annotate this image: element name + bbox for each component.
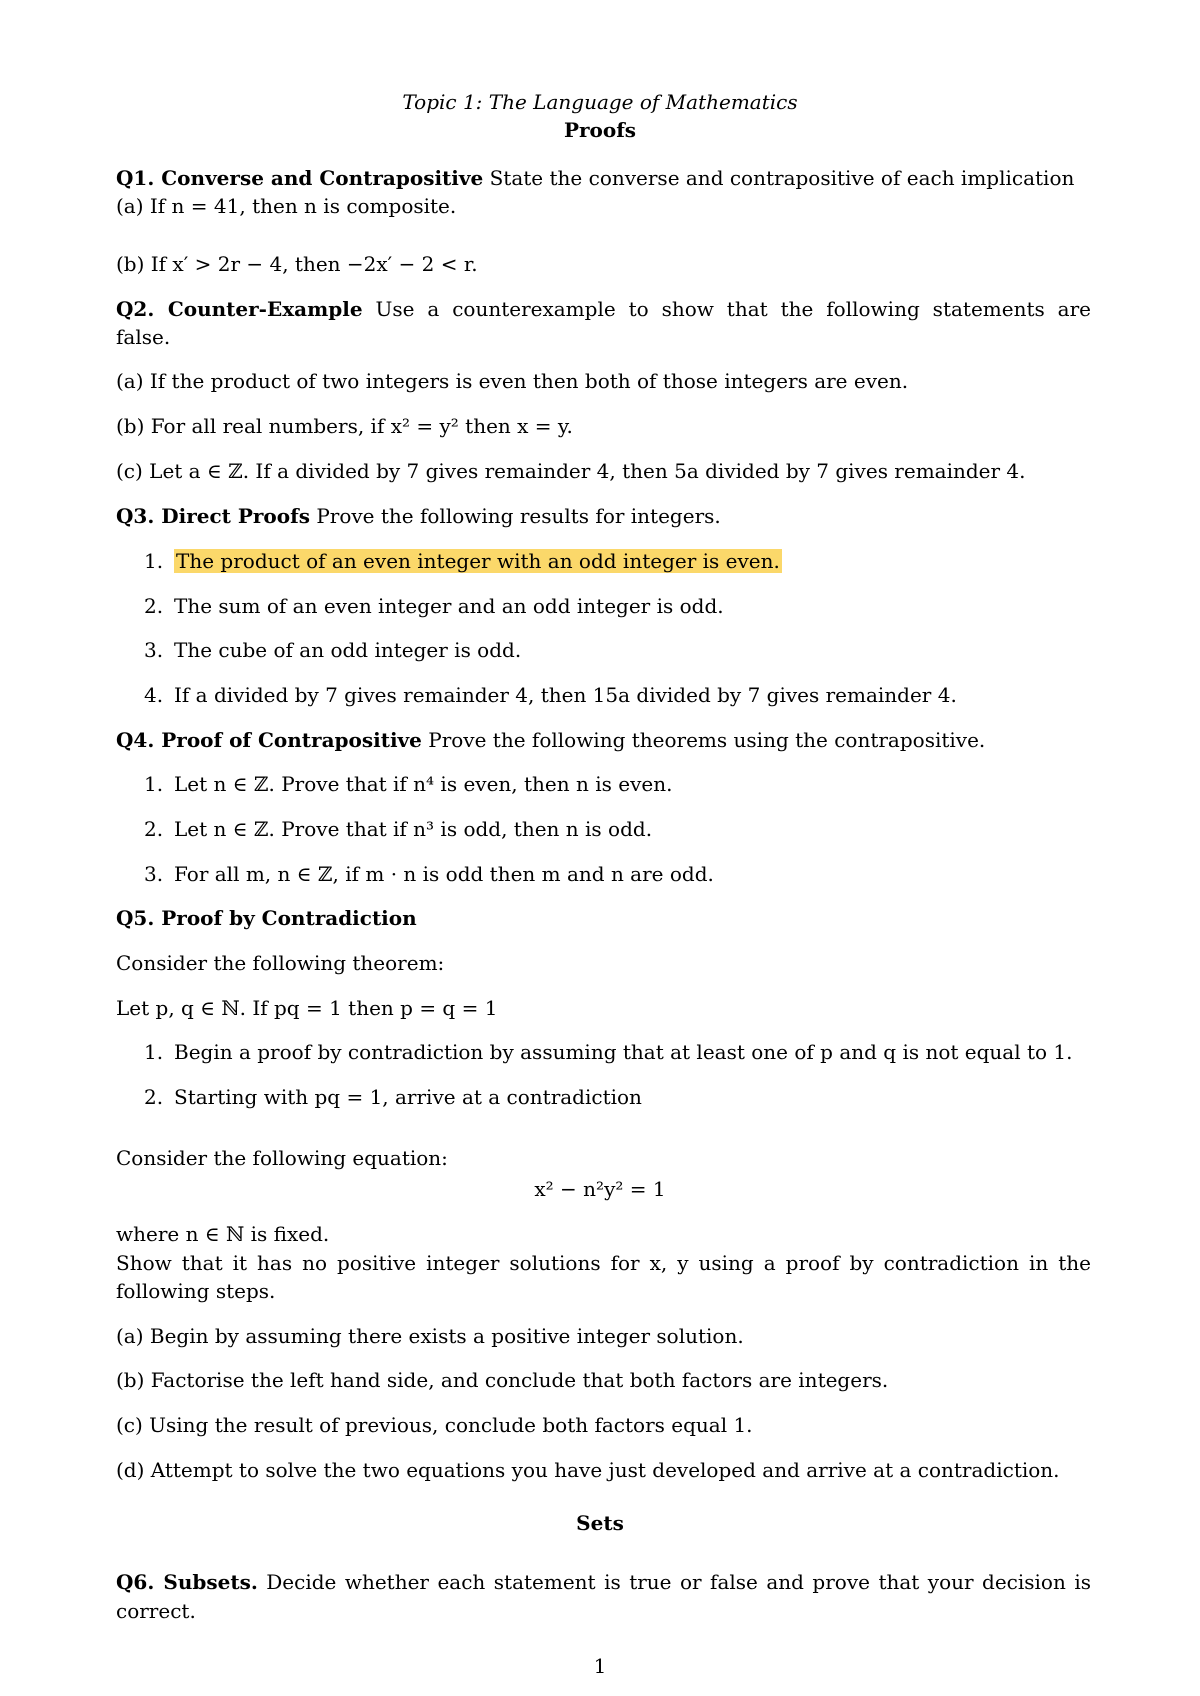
q5-item-2 <box>144 1083 642 1111</box>
q1-item-b: (b) If x′ > 2r − 4, then −2x′ − 2 < r. <box>116 252 478 276</box>
q4-header <box>116 726 985 754</box>
q1-header <box>116 164 1074 192</box>
list-number: 2. <box>144 1085 164 1109</box>
q5-step-b: (b) Factorise the left hand side, and conclude that both factors are integers. <box>116 1368 889 1392</box>
q2-item-a: (a) If the product of two integers is even then both of those integers are even. <box>116 369 909 393</box>
list-number: 1. <box>144 772 164 796</box>
q6-text: Decide whether each statement is true or false and prove that your decision is <box>257 1570 1091 1594</box>
q5-where: where n ∈ ℕ is fixed. <box>116 1222 330 1246</box>
list-item-text: The sum of an even integer and an odd integer is odd. <box>174 594 724 618</box>
q2-item-c: (c) Let a ∈ ℤ. If a divided by 7 gives remainder 4, then 5a divided by 7 gives remainder 4. <box>116 459 1026 483</box>
q1-title: Q1. Converse and Contrapositive <box>116 166 484 190</box>
sets-heading: Sets <box>576 1511 624 1535</box>
q5-consider-equation: Consider the following equation: <box>116 1146 448 1170</box>
q2-text-cont: false. <box>116 325 171 349</box>
q5-title: Q5. Proof by Contradiction <box>116 906 417 930</box>
list-number: 3. <box>144 862 164 886</box>
q5-step-d: (d) Attempt to solve the two equations you have just developed and arrive at a contradiction. <box>116 1458 1060 1482</box>
topic-title: Topic 1: The Language of Mathematics <box>402 90 798 114</box>
q3-text: Prove the following results for integers. <box>309 504 721 528</box>
q3-header <box>116 502 721 530</box>
list-number: 1. <box>144 1040 164 1064</box>
q6-header <box>116 1568 1091 1596</box>
list-number: 2. <box>144 594 164 618</box>
q3-item-4 <box>144 681 957 709</box>
q5-equation: x² − n²y² = 1 <box>534 1177 666 1201</box>
q5-step-a: (a) Begin by assuming there exists a positive integer solution. <box>116 1324 744 1348</box>
list-item-text: The cube of an odd integer is odd. <box>174 638 522 662</box>
list-number: 3. <box>144 638 164 662</box>
q4-text: Prove the following theorems using the contrapositive. <box>421 728 986 752</box>
q1-text: State the converse and contrapositive of each implication <box>483 166 1075 190</box>
q3-title: Q3. Direct Proofs <box>116 504 310 528</box>
list-number: 1. <box>144 549 164 573</box>
list-item-text: If a divided by 7 gives remainder 4, then 15a divided by 7 gives remainder 4. <box>174 683 957 707</box>
q6-text-cont: correct. <box>116 1599 196 1623</box>
q2-item-b: (b) For all real numbers, if x² = y² then x = y. <box>116 414 573 438</box>
q3-item-3 <box>144 636 521 664</box>
list-number: 2. <box>144 817 164 841</box>
q5-show: Show that it has no positive integer solutions for x, y using a proof by contradiction in the <box>116 1251 1091 1275</box>
q2-header <box>116 295 1091 323</box>
q5-consider: Consider the following theorem: <box>116 951 445 975</box>
list-number: 4. <box>144 683 164 707</box>
list-item-text: For all m, n ∈ ℤ, if m · n is odd then m and n are odd. <box>174 862 714 886</box>
q4-item-1 <box>144 770 672 798</box>
list-item-text: Let n ∈ ℤ. Prove that if n⁴ is even, then n is even. <box>174 772 673 796</box>
list-item-text: Let n ∈ ℤ. Prove that if n³ is odd, then n is odd. <box>174 817 653 841</box>
q4-item-3 <box>144 860 714 888</box>
q4-item-2 <box>144 815 652 843</box>
page-number: 1 <box>593 1654 607 1678</box>
q6-title: Q6. Subsets. <box>116 1570 258 1594</box>
q2-text: Use a counterexample to show that the following statements are <box>362 297 1091 321</box>
q5-step-c: (c) Using the result of previous, conclude both factors equal 1. <box>116 1413 753 1437</box>
q3-item-1 <box>144 547 782 575</box>
proofs-heading: Proofs <box>563 118 637 142</box>
q5-theorem: Let p, q ∈ ℕ. If pq = 1 then p = q = 1 <box>116 996 498 1020</box>
list-item-text: Begin a proof by contradiction by assuming that at least one of p and q is not equal to 1. <box>174 1040 1073 1064</box>
q4-title: Q4. Proof of Contrapositive <box>116 728 422 752</box>
highlighted-text: The product of an even integer with an odd integer is even. <box>176 549 780 573</box>
q3-item-2 <box>144 592 724 620</box>
q2-title: Q2. Counter-Example <box>116 297 363 321</box>
q1-item-a: (a) If n = 41, then n is composite. <box>116 194 457 218</box>
q5-show-cont: following steps. <box>116 1279 276 1303</box>
list-item-text: Starting with pq = 1, arrive at a contradiction <box>174 1085 642 1109</box>
q5-item-1 <box>144 1038 1073 1066</box>
